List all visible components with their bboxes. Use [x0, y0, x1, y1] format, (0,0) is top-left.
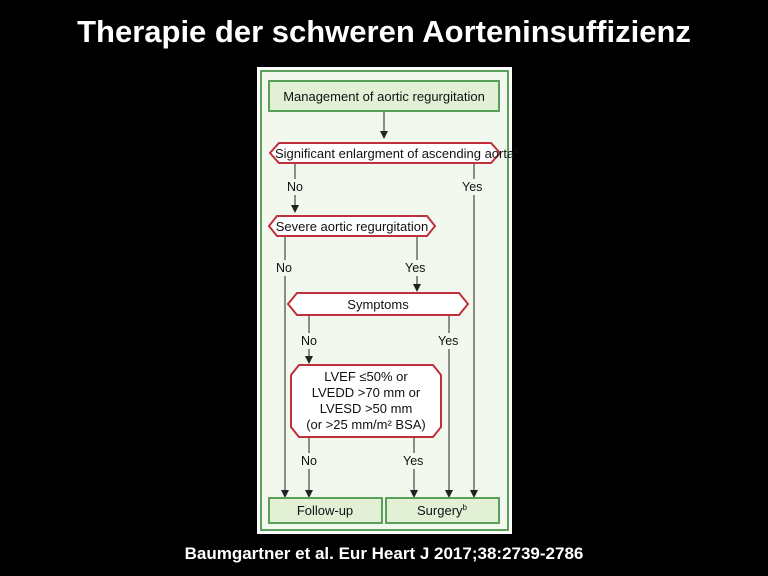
q4-yes-label: Yes — [403, 454, 424, 468]
q4-line-1: LVEF ≤50% or — [324, 369, 408, 384]
q1-no-label: No — [287, 180, 303, 194]
q4-line-4: (or >25 mm/m² BSA) — [306, 417, 426, 432]
q4-no-label: No — [301, 454, 317, 468]
flowchart-figure — [257, 67, 519, 534]
q3-text: Symptoms — [347, 297, 409, 312]
q4-line-2: LVEDD >70 mm or — [311, 385, 421, 400]
q2-no-label: No — [276, 261, 292, 275]
q1-text: Significant enlargment of ascending aorta$^a$ — [275, 146, 519, 161]
q3-no-label: No — [301, 334, 317, 348]
flowchart-svg — [257, 67, 519, 534]
q1-yes-label: Yes — [462, 180, 483, 194]
header-text: Management of aortic regurgitation — [283, 89, 485, 104]
citation: Baumgartner et al. Eur Heart J 2017;38:2739-2786 — [184, 544, 584, 563]
q2-text: Severe aortic regurgitation — [275, 219, 429, 234]
outcome-surgery-text: Surgery$^b$ — [417, 503, 467, 518]
q2-yes-label: Yes — [405, 261, 426, 275]
q3-yes-label: Yes — [438, 334, 459, 348]
outcome-followup-text: Follow-up — [296, 503, 354, 518]
q4-line-3: LVESD >50 mm — [319, 401, 413, 416]
slide-title: Therapie der schweren Aorteninsuffizienz — [77, 14, 691, 49]
